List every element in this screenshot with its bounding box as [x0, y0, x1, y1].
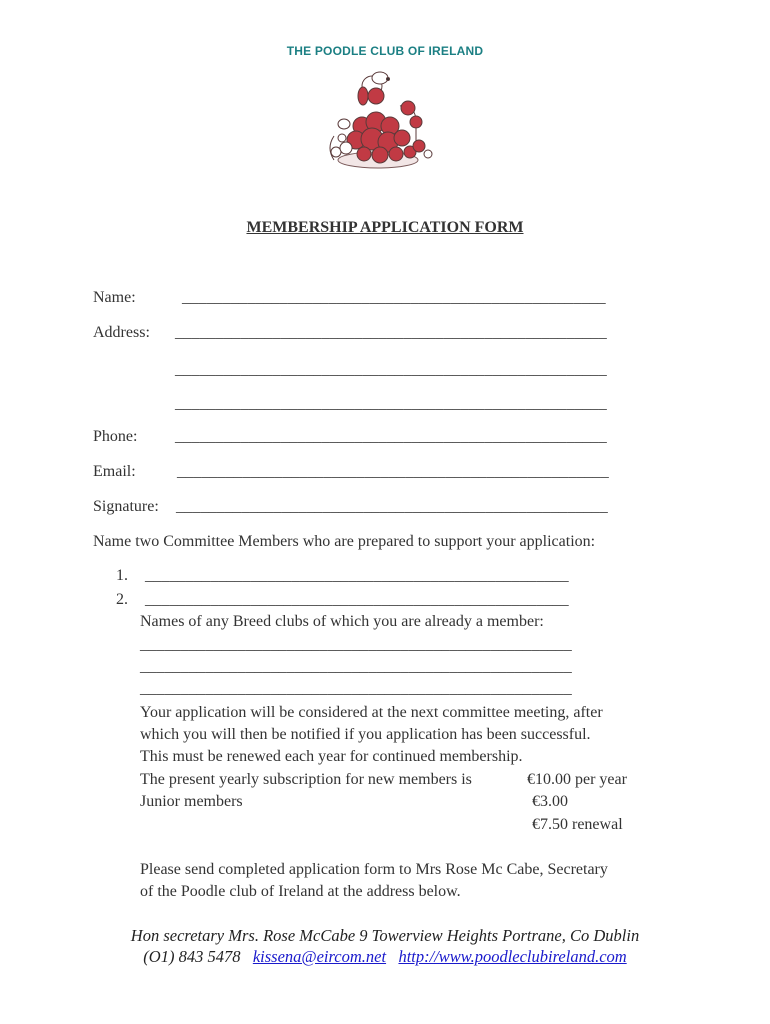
fee-junior-label: Junior members [140, 793, 243, 810]
address-label: Address: [93, 324, 150, 341]
fee-renewal-value: €7.50 renewal [532, 816, 623, 833]
address-field-1[interactable]: _____________________________________________________ [175, 324, 607, 341]
address-field-2[interactable]: _____________________________________________________ [175, 361, 607, 378]
footer-website-link[interactable]: http://www.poodleclubireland.com [398, 947, 627, 966]
committee-prompt: Name two Committee Members who are prepared to support your application: [93, 533, 596, 550]
email-field[interactable]: _____________________________________________________ [177, 463, 609, 480]
info-line-2: which you will then be notified if you application has been successful. [140, 726, 591, 743]
fee-junior-value: €3.00 [532, 793, 568, 810]
signature-field[interactable]: _____________________________________________________ [176, 498, 608, 515]
breed-clubs-field-2[interactable]: _____________________________________________________ [140, 658, 572, 675]
fee-new-value: €10.00 per year [527, 771, 627, 788]
info-line-1: Your application will be considered at the next committee meeting, after [140, 704, 603, 721]
send-line-2: of the Poodle club of Ireland at the address below. [140, 883, 461, 900]
club-name: THE POODLE CLUB OF IRELAND [286, 44, 484, 58]
name-field[interactable]: ____________________________________________________ [182, 289, 606, 306]
footer-contact [0, 947, 770, 967]
phone-field[interactable]: _____________________________________________________ [175, 428, 607, 445]
breed-clubs-field-3[interactable]: _____________________________________________________ [140, 680, 572, 697]
fee-new-label: The present yearly subscription for new members is [140, 771, 472, 788]
committee-number-2: 2. [116, 591, 128, 608]
phone-label: Phone: [93, 428, 138, 445]
info-line-3: This must be renewed each year for continued membership. [140, 748, 523, 765]
footer-phone: (O1) 843 5478 [143, 947, 241, 966]
committee-member-2-field[interactable]: ____________________________________________________ [145, 591, 569, 608]
poodle-logo-icon [316, 64, 436, 174]
email-label: Email: [93, 463, 136, 480]
send-line-1: Please send completed application form to Mrs Rose Mc Cabe, Secretary [140, 861, 608, 878]
form-title: MEMBERSHIP APPLICATION FORM [246, 219, 524, 236]
footer-email-link[interactable]: kissena@eircom.net [252, 947, 387, 966]
signature-label: Signature: [93, 498, 159, 515]
committee-number-1: 1. [116, 567, 128, 584]
breed-clubs-field-1[interactable]: _____________________________________________________ [140, 636, 572, 653]
address-field-3[interactable]: _____________________________________________________ [175, 395, 607, 412]
name-label: Name: [93, 289, 136, 306]
breed-clubs-prompt: Names of any Breed clubs of which you are already a member: [140, 613, 544, 630]
committee-member-1-field[interactable]: ____________________________________________________ [145, 567, 569, 584]
footer-address: Hon secretary Mrs. Rose McCabe 9 Towerview Heights Portrane, Co Dublin [130, 926, 640, 945]
